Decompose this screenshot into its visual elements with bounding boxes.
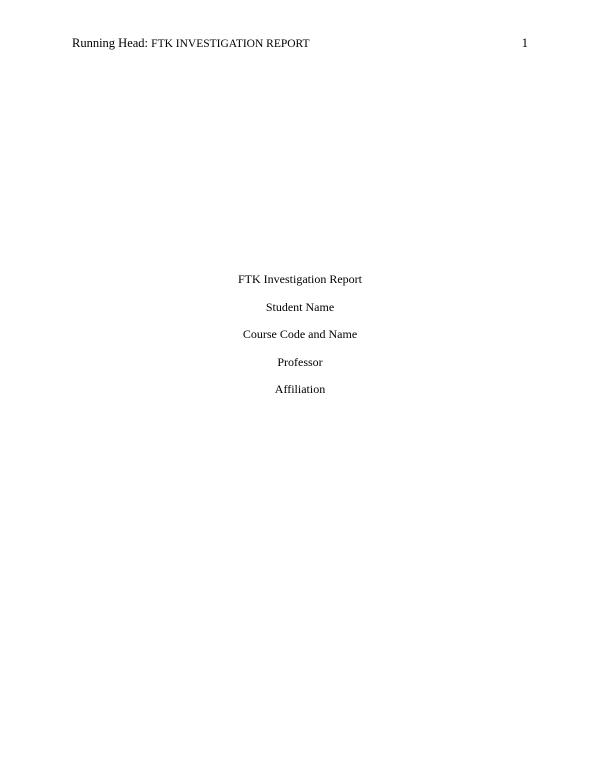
page-number: 1 — [521, 36, 528, 50]
professor-name: Professor — [277, 354, 323, 369]
running-head — [72, 34, 310, 53]
affiliation: Affiliation — [274, 382, 326, 396]
running-head-label: Running Head: — [72, 36, 149, 50]
course-name: Course Code and Name — [242, 327, 358, 341]
report-title: FTK Investigation Report — [238, 272, 362, 286]
student-name: Student Name — [265, 299, 335, 314]
page-header — [72, 34, 528, 52]
title-block — [0, 268, 600, 406]
running-head-title: FTK INVESTIGATION REPORT — [151, 38, 310, 50]
